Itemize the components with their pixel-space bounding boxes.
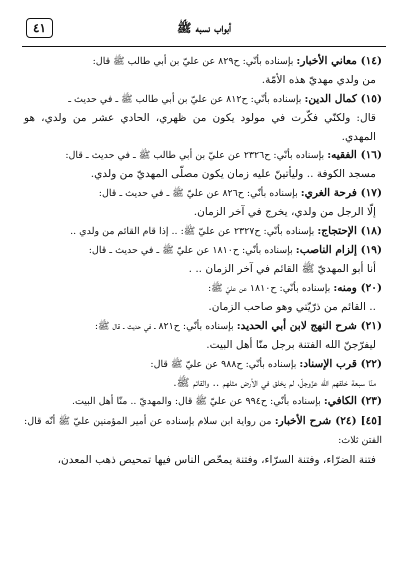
entry-source: بإسناده بأنّي: ح٢٣٢٧ عن عليّ ﷺ: .. إذا قام القائم من ولدي .. xyxy=(70,225,318,237)
entry-source: بإسناده بأنّي: ح٨٢١ ـ في حديث ـ قال ﷺ: xyxy=(94,320,237,332)
entry-heading: (١٥) كمال الدين: xyxy=(304,92,382,105)
entry-heading: (١٦) الفقيه: xyxy=(327,149,382,162)
entry-text: مسجد الكوفة .. وليأتينّ عليه زمان يكون مصلّى المهديّ من ولدي. xyxy=(90,168,376,181)
page-body xyxy=(24,52,382,469)
entry-19 xyxy=(24,241,382,260)
entry-text: إلّا الرجل من ولدي، يخرج في آخر الزمان. xyxy=(193,206,376,219)
entry-17 xyxy=(24,184,382,203)
entry-16 xyxy=(24,146,382,165)
entry-source: بإسناده بأنّي: ح٩٩٤ عن عليّ ﷺ قال: والمهديّ .. منّا أهل البيت. xyxy=(71,396,324,408)
entry-text: أنا أبو المهديّ ﷺ القائم في آخر الزمان .. . xyxy=(188,263,376,276)
entry-source: بإسناده بأنّي: ح٨٢٩ عن عليّ بن أبي طالب ﷺ قال: xyxy=(92,56,297,67)
entry-source: بإسناده بأنّي: ح٨٢٦ عن عليّ ﷺ ـ في حديث ـ قال: xyxy=(98,187,301,199)
running-title: أبواب نسبه ﷺ xyxy=(176,20,232,35)
entry-heading: (١٩) إلزام الناصب: xyxy=(295,244,382,257)
entry-source: بإسناده بأنّي: ح٨١٢ عن عليّ بن أبي طالب ﷺ ـ في حديث ـ xyxy=(68,93,305,105)
entry-text: ليفرّجنّ الله الفتنة برجل منّا أهل البيت. xyxy=(206,339,376,352)
entry-text: .. القائم من ذرّيّتي وهو صاحب الزمان. xyxy=(208,301,376,314)
page-header xyxy=(24,14,384,44)
entry-20 xyxy=(24,279,382,298)
entry-23 xyxy=(24,392,382,411)
entry-heading: (٢١) شرح النهج لابن أبي الحديد: xyxy=(236,319,382,332)
entry-heading: (١٤) معاني الأخبار: xyxy=(296,55,382,67)
entry-source: بإسناده بأنّي: ح٢٣٢٦ عن عليّ بن أبي طالب ﷺ ـ في حديث ـ قال: xyxy=(65,150,328,162)
entry-source: بإسناده بأنّي: ح١٨١٠ عن عليّ ﷺ ـ في حديث ـ قال: xyxy=(88,245,296,257)
entry-source: من رواية ابن سلام بإسناده عن أمير المؤمنين عليّ ﷺ أنّه قال: الفتن ثلاث: xyxy=(24,415,382,447)
entry-heading: (٢٠) ومنه: xyxy=(333,281,382,294)
entry-source: بإسناده بأنّي: ح١٨١٠ عن عليّ ﷺ: xyxy=(207,282,334,294)
entry-text: من ولدي مهديّ هذه الأمّة. xyxy=(261,74,376,87)
entry-heading: [٤٥] (٢٤) شرح الأخبار: xyxy=(274,414,383,427)
entry-21 xyxy=(24,317,382,336)
entry-heading: (١٧) فرحة الغري: xyxy=(300,186,382,199)
entry-14 xyxy=(24,52,382,71)
entry-text: منّا سبعة خلقهم الله عزّوجلّ، لم يخلق في الأرض مثلهم .. والقائم ﷺ. xyxy=(173,376,376,389)
page-number: ٤١ xyxy=(26,18,53,38)
entry-15 xyxy=(24,90,382,109)
entry-18 xyxy=(24,222,382,241)
entry-text: فتنة الضرّاء، وفتنة السرّاء، وفتنة يمحّص الناس فيها تمحيص ذهب المعدن، xyxy=(57,453,376,466)
entry-heading: (٢٢) قرب الإسناد: xyxy=(299,357,382,370)
entry-text: قال: ولكنّي فكّرت في مولود يكون من ظهري، الحادي عشر من ولدي، هو المهدي. xyxy=(24,112,376,143)
entry-22 xyxy=(24,355,382,374)
header-rule xyxy=(22,46,386,47)
entry-heading: (٢٣) الكافي: xyxy=(323,395,382,408)
entry-heading: (١٨) الإحتجاج: xyxy=(317,224,382,237)
entry-24 xyxy=(24,412,382,451)
entry-source: بإسناده بأنّي: ح٩٨٨ عن عليّ ﷺ قال: xyxy=(150,358,300,370)
